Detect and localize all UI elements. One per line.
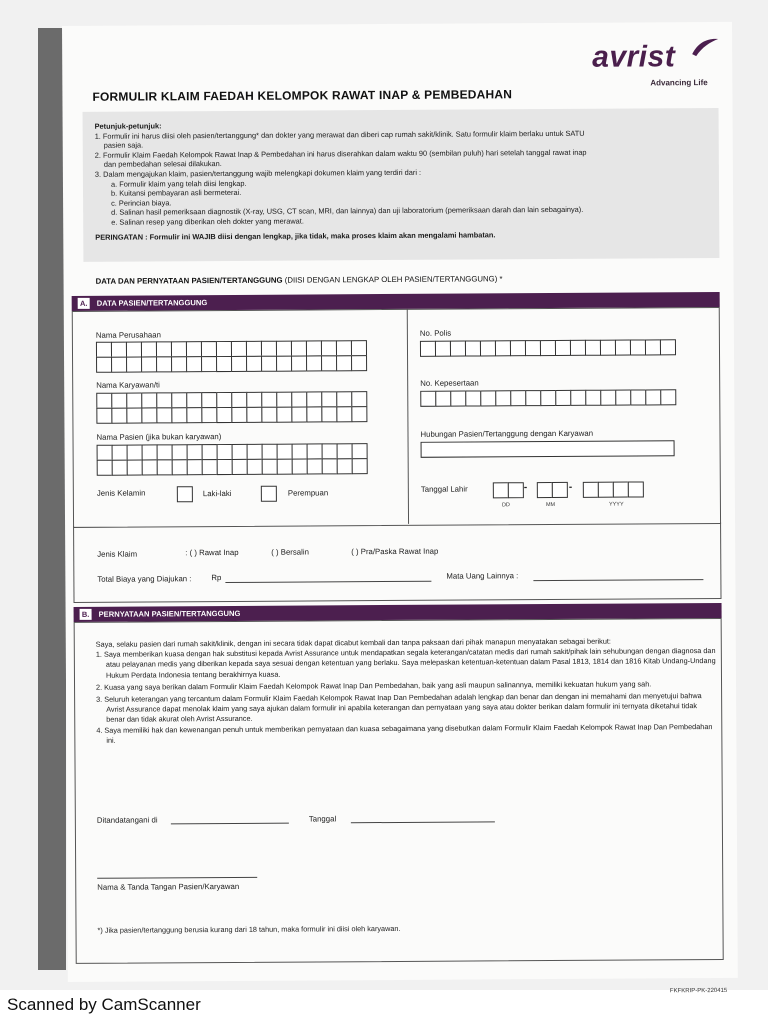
nama-perusahaan-label: Nama Perusahaan xyxy=(95,330,161,340)
statement-intro: Saya, selaku pasien dari rumah sakit/klinik, dengan ini secara tidak dapat dicabut kembali dan tanpa paksaan dari pihak manapun menyatakan sebagai berikut: xyxy=(95,636,611,649)
signature-label: Nama & Tanda Tangan Pasien/Karyawan xyxy=(97,881,240,892)
statement-1: 1. Saya memberikan kuasa dengan hak substitusi kepada Avrist Assurance untuk mendapatkan segala keterangan/catatan medis dari rumah sakit/pihak lain sehubungan dengan diagnosa dan atau pelayanan medis yang diberikan kepada saya sesuai dengan ketentuan yang berlaku. Saya melepaskan ketentuan-ketentuan dalam Pasal 1813, 1814 dan 1816 Kitab Undang-Undang Hukum Perdata Indonesia tentang berakhirnya kuasa. xyxy=(95,646,716,680)
mm-caption: MM xyxy=(545,501,556,509)
section-b-title: PERNYATAAN PASIEN/TERTANGGUNG xyxy=(98,608,241,619)
mata-uang-label: Mata Uang Lainnya : xyxy=(446,571,519,581)
jenis-kelamin-label: Jenis Kelamin xyxy=(96,488,146,498)
rp-label: Rp xyxy=(211,573,222,583)
nama-perusahaan-row2[interactable] xyxy=(96,355,366,373)
scanner-watermark: Scanned by CamScanner xyxy=(7,995,201,1014)
footnote: *) Jika pasien/tertanggung berusia kurang dari 18 tahun, maka formulir ini diisi oleh karyawan. xyxy=(97,923,401,935)
bersalin-option[interactable]: ( ) Bersalin xyxy=(271,547,309,557)
total-biaya-label: Total Biaya yang Diajukan : xyxy=(97,574,192,584)
avrist-logo xyxy=(592,32,722,93)
laki-laki-checkbox[interactable] xyxy=(177,486,193,502)
dd-caption: DD xyxy=(501,502,510,509)
instructions-panel xyxy=(83,108,720,262)
nama-pasien-row2[interactable] xyxy=(97,458,367,476)
statement-4: 4. Saya memiliki hak dan kewenangan penuh untuk memberikan pernyataan dan kuasa sebagaimana yang disebutkan dalam Formulir Klaim Faedah Kelompok Rawat Inap Dan Pembedahan ini. xyxy=(96,721,713,745)
no-kepesertaan-label: No. Kepesertaan xyxy=(420,378,479,388)
perempuan-label: Perempuan xyxy=(287,488,329,498)
logo-swoosh-icon xyxy=(690,36,720,58)
instruction-2-cont: dan pembedahan selesai dilakukan. xyxy=(103,159,222,170)
instruction-2: 2. Formulir Klaim Faedah Kelompok Rawat Inap & Pembedahan ini harus diserahkan dalam waktu 90 (sembilan puluh) hari setelah tanggal rawat inap xyxy=(94,147,587,160)
form-title: FORMULIR KLAIM FAEDAH KELOMPOK RAWAT INAP & PEMBEDAHAN xyxy=(92,87,513,104)
data-heading xyxy=(96,274,503,285)
instruction-3e: e. Salinan resep yang diberikan oleh dokter yang merawat. xyxy=(111,216,304,227)
no-polis-label: No. Polis xyxy=(419,328,452,338)
instruction-1: 1. Formulir ini harus diisi oleh pasien/tertanggung* dan dokter yang merawat dan diberi cap rumah sakit/klinik. Satu formulir klaim berlaku untuk SATU xyxy=(94,128,585,141)
form-code: FKFKRIP-PK-220415 xyxy=(669,987,728,995)
statement-3: 3. Seluruh keterangan yang tercantum dalam Formulir Klaim Faedah Kelompok Rawat Inap Dan Pembedahan adalah lengkap dan benar dan dengan ini memahami dan menyetujui bahwa Avrist Assurance dapat menolak klaim yang saya ajukan dalam formulir ini apabila keterangan dan pernyataan yang saya atau dokter berikan dalam formulir ini ternyata diketahui tidak benar dan tidak akurat oleh Avrist Assurance. xyxy=(96,691,702,725)
tanggal-lahir-label: Tanggal Lahir xyxy=(420,484,468,494)
instruction-1-cont: pasien saja. xyxy=(103,140,144,150)
hubungan-field[interactable] xyxy=(421,440,675,458)
no-kepesertaan-field[interactable] xyxy=(420,389,675,407)
section-a-letter: A. xyxy=(78,298,90,309)
perempuan-checkbox[interactable] xyxy=(261,486,277,502)
instruction-3b: b. Kuitansi pembayaran asli bermeterai. xyxy=(110,188,242,198)
instructions-heading: Petunjuk-petunjuk: xyxy=(94,121,162,131)
section-a-title: DATA PASIEN/TERTANGGUNG xyxy=(96,298,208,308)
tanggal-label: Tanggal xyxy=(308,814,337,824)
claim-box xyxy=(73,522,721,603)
data-heading-main: DATA DAN PERNYATAAN PASIEN/TERTANGGUNG xyxy=(95,275,283,286)
tanggal-lahir-dd[interactable] xyxy=(493,482,523,498)
date-dash-2: - xyxy=(568,481,573,493)
logo-tagline: Advancing Life xyxy=(650,78,708,88)
section-b-letter: B. xyxy=(80,609,92,620)
instruction-3c: c. Perincian biaya. xyxy=(111,198,172,208)
yyyy-caption: YYYY xyxy=(608,501,624,508)
no-polis-field[interactable] xyxy=(420,339,675,357)
instruction-3a: a. Formulir klaim yang telah diisi lengkap. xyxy=(110,178,247,189)
instruction-3: 3. Dalam mengajukan klaim, pasien/tertanggung wajib melengkapi dokumen klaim yang terdiri dari : xyxy=(94,167,422,179)
data-heading-sub: (DIISI DENGAN LENGKAP OLEH PASIEN/TERTANGGUNG) * xyxy=(284,274,503,285)
logo-text: avrist xyxy=(592,40,676,74)
form-page xyxy=(62,22,738,995)
nama-karyawan-label: Nama Karyawan/ti xyxy=(96,380,160,390)
jenis-klaim-label: Jenis Klaim xyxy=(97,549,138,559)
scan-edge-shadow xyxy=(38,28,66,970)
statement-2: 2. Kuasa yang saya berikan dalam Formulir Klaim Faedah Kelompok Rawat Inap Dan Pembedahan, baik yang asli maupun salinannya, memiliki kekuatan hukum yang sah. xyxy=(96,679,652,692)
nama-karyawan-row2[interactable] xyxy=(96,406,366,424)
instructions-warning: PERINGATAN : Formulir ini WAJIB diisi dengan lengkap, jika tidak, maka proses klaim akan mengalami hambatan. xyxy=(95,229,496,242)
nama-pasien-label: Nama Pasien (jika bukan karyawan) xyxy=(96,432,222,442)
tanggal-lahir-yyyy[interactable] xyxy=(583,481,643,497)
tanggal-lahir-mm[interactable] xyxy=(537,482,567,498)
pra-paska-option[interactable]: ( ) Pra/Paska Rawat Inap xyxy=(351,546,439,557)
rawat-inap-option[interactable]: : ( ) Rawat Inap xyxy=(185,547,239,558)
instruction-3d: d. Salinan hasil pemeriksaan diagnostik (X-ray, USG, CT scan, MRI, dan lainnya) dan uji laboratorium (pemeriksaan darah dan lain sebagainya). xyxy=(111,205,584,218)
hubungan-label: Hubungan Pasien/Tertanggung dengan Karyawan xyxy=(420,428,594,439)
laki-laki-label: Laki-laki xyxy=(202,488,232,499)
date-dash-1: - xyxy=(523,482,528,494)
ditandatangani-label: Ditandatangani di xyxy=(96,815,158,825)
statement-text xyxy=(96,636,717,746)
